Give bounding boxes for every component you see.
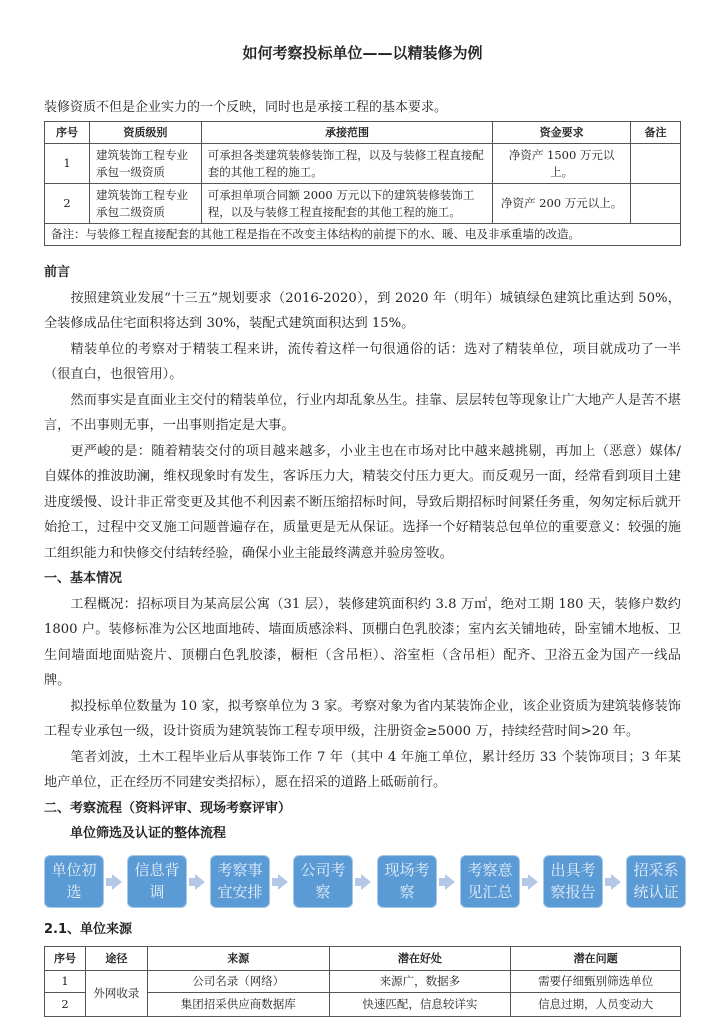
subheading: 单位筛选及认证的整体流程 <box>70 826 227 841</box>
arrow-right-icon <box>195 874 205 890</box>
table-footnote: 备注：与装修工程直接配套的其他工程是指在不改变主体结构的前提下的水、暖、电及非承重墙的改造。 <box>45 224 681 246</box>
header-cell: 潜在好处 <box>329 947 511 971</box>
arrow-right-icon <box>112 874 122 890</box>
flow-step: 考察意见汇总 <box>460 855 520 908</box>
source-table <box>44 946 681 1017</box>
cell-issue: 需要仔细甄别筛选单位 <box>511 971 681 993</box>
cell-benefit: 快速匹配，信息较详实 <box>329 993 511 1017</box>
arrow-right-icon <box>528 874 538 890</box>
cell-channel: 外网收录 <box>85 971 147 1017</box>
cell-no: 1 <box>45 971 86 993</box>
cell-issue: 信息过期，人员变动大 <box>511 993 681 1017</box>
paragraph: 精装单位的考察对于精装工程来讲，流传着这样一句很通俗的话：选对了精装单位，项目就成功了一半（很直白，也很管用）。 <box>44 341 681 382</box>
header-cell: 来源 <box>147 947 329 971</box>
header-cell: 承接范围 <box>201 122 492 144</box>
preface-section <box>44 260 681 566</box>
document-title: 如何考察投标单位——以精装修为例 <box>242 44 483 62</box>
flow-step: 考察事宜安排 <box>210 855 270 908</box>
table-row <box>45 971 681 993</box>
header-cell: 备注 <box>631 122 681 144</box>
flow-step: 现场考察 <box>377 855 437 908</box>
cell-no: 2 <box>45 184 90 224</box>
table-row <box>45 144 681 184</box>
cell-source: 公司名录（网络） <box>147 971 329 993</box>
header-cell: 途径 <box>85 947 147 971</box>
cell-benefit: 来源广，数据多 <box>329 971 511 993</box>
cell-fund: 净资产 1500 万元以上。 <box>493 144 631 184</box>
process-flow <box>44 855 681 909</box>
table-row <box>45 184 681 224</box>
document-body <box>44 260 681 1017</box>
paragraph: 笔者刘波，土木工程毕业后从事装饰工作 7 年（其中 4 年施工单位，累计经历 33 个装饰项目；3 年某地产单位，正在经历不同建安类招标），愿在招采的道路上砥砺前行。 <box>44 749 681 790</box>
section-heading: 二、考察流程（资料评审、现场考察评审） <box>44 800 292 816</box>
cell-note <box>631 144 681 184</box>
paragraph: 按照建筑业发展“十三五”规划要求（2016-2020），到 2020 年（明年）城镇绿色建筑比重达到 50%，全装修成品住宅面积将达到 30%，装配式建筑面积达到 15%。 <box>44 290 681 331</box>
cell-source: 集团招采供应商数据库 <box>147 993 329 1017</box>
cell-no: 2 <box>45 993 86 1017</box>
table-footnote-row <box>45 224 681 246</box>
arrow-right-icon <box>278 874 288 890</box>
qualification-table <box>44 121 681 246</box>
arrow-right-icon <box>445 874 455 890</box>
header-cell: 序号 <box>45 122 90 144</box>
intro-text: 装修资质不但是企业实力的一个反映，同时也是承接工程的基本要求。 <box>44 100 448 115</box>
header-cell: 潜在问题 <box>511 947 681 971</box>
basic-info-section <box>44 566 681 847</box>
header-cell: 资质级别 <box>89 122 201 144</box>
cell-fund: 净资产 200 万元以上。 <box>493 184 631 224</box>
paragraph: 工程概况：招标项目为某高层公寓（31 层），装修建筑面积约 3.8 万㎡，绝对工期 180 天，装修户数约 1800 户。装修标准为公区地面地砖、墙面质感涂料、顶棚白色乳胶漆；室内玄关铺地砖，卧室铺木地板、卫生间墙面地面贴瓷片、顶棚白色乳胶漆，橱柜（含吊柜）、浴室柜（含吊柜）配齐、卫浴五金为国产一线品牌。 <box>44 596 681 688</box>
flow-step: 信息背调 <box>127 855 187 908</box>
flow-step: 单位初选 <box>44 855 104 908</box>
flow-step: 公司考察 <box>293 855 353 908</box>
section-heading: 2.1、单位来源 <box>44 921 133 937</box>
arrow-right-icon <box>361 874 371 890</box>
section-heading: 一、基本情况 <box>44 571 123 586</box>
paragraph: 然而事实是直面业主交付的精装单位，行业内却乱象丛生。挂靠、层层转包等现象让广大地产人是苦不堪言，不出事则无事，一出事则指定是大事。 <box>44 392 681 433</box>
cell-note <box>631 184 681 224</box>
cell-scope: 可承担各类建筑装修装饰工程，以及与装修工程直接配套的其他工程的施工。 <box>201 144 492 184</box>
paragraph: 更严峻的是：随着精装交付的项目越来越多，小业主也在市场对比中越来越挑剔，再加上（恶意）媒体/自媒体的推波助澜，维权现象时有发生，客诉压力大，精装交付压力更大。而反观另一面，经常看到项目土建进度缓慢、设计非正常变更及其他不利因素不断压缩招标时间，导致后期招标时间紧任务重，匆匆定标后就开始抢工，过程中交叉施工问题普遍存在，质量更是无从保证。选择一个好精装总包单位的重要意义：较强的施工组织能力和快修交付结转经验，确保小业主能最终满意并验房签收。 <box>44 443 681 561</box>
cell-level: 建筑装饰工程专业承包二级资质 <box>89 184 201 224</box>
header-cell: 资金要求 <box>493 122 631 144</box>
flow-step: 招采系统认证 <box>626 855 686 908</box>
section-heading: 前言 <box>44 265 71 280</box>
cell-no: 1 <box>45 144 90 184</box>
table-header-row <box>45 947 681 971</box>
arrow-right-icon <box>611 874 621 890</box>
cell-scope: 可承担单项合同额 2000 万元以下的建筑装修装饰工程，以及与装修工程直接配套的其他工程的施工。 <box>201 184 492 224</box>
flow-step: 出具考察报告 <box>543 855 603 908</box>
table-header-row <box>45 122 681 144</box>
header-cell: 序号 <box>45 947 86 971</box>
cell-level: 建筑装饰工程专业承包一级资质 <box>89 144 201 184</box>
paragraph: 拟投标单位数量为 10 家，拟考察单位为 3 家。考察对象为省内某装饰企业，该企业资质为建筑装修装饰工程专业承包一级，设计资质为建筑装饰工程专项甲级，注册资金≥5000 万，持续经营时间>20 年。 <box>44 698 681 739</box>
